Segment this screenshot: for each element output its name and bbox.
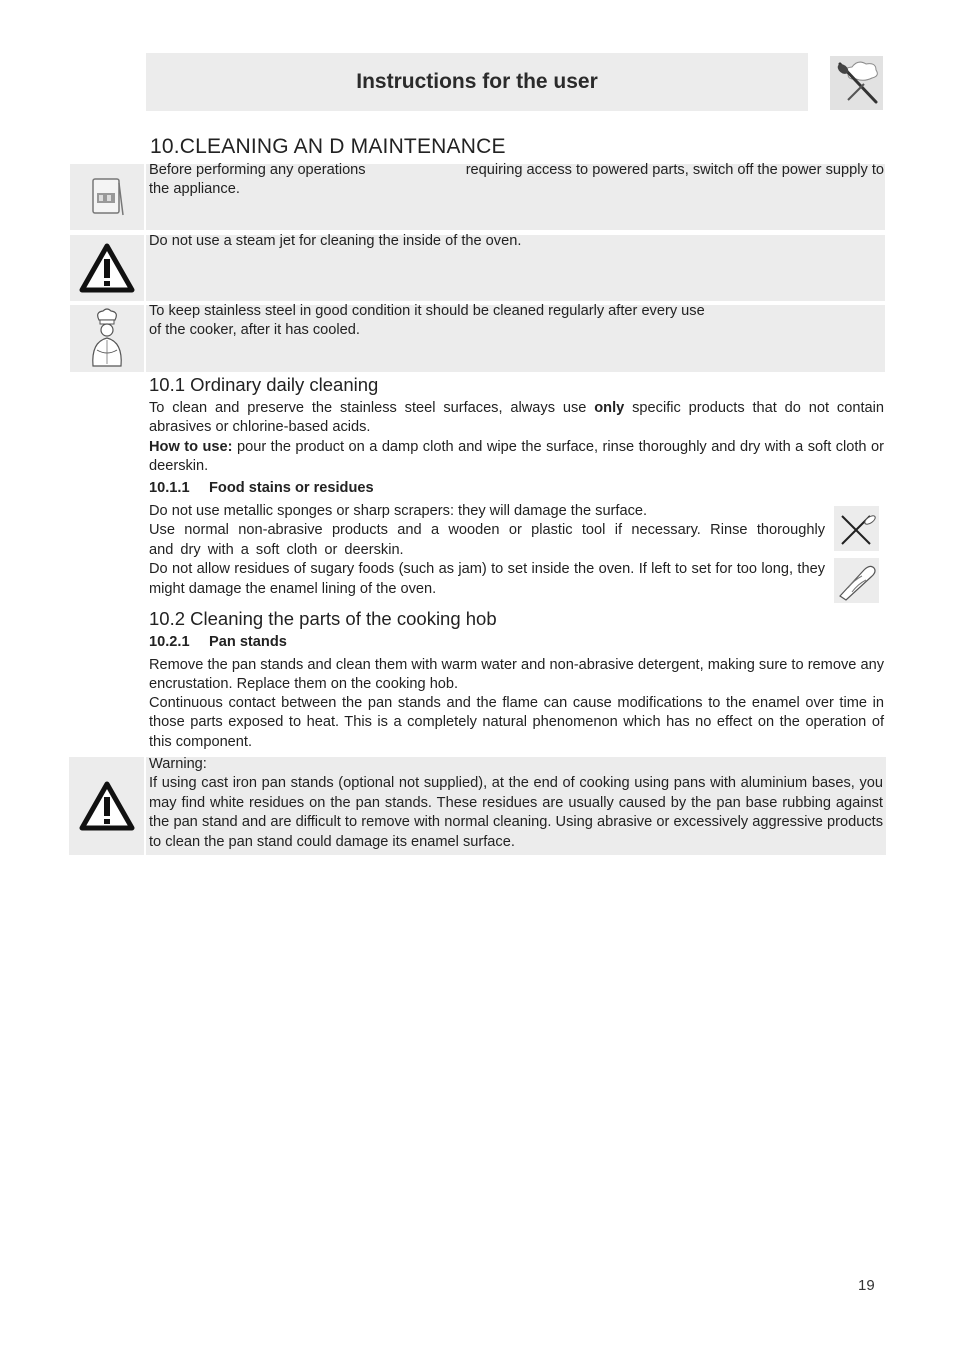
subsection-title: Pan stands [209,634,287,650]
subsection-number: 10.2.1 [149,634,190,650]
no-scraper-icon [834,506,879,551]
subsection-title: Food stains or residues [209,480,374,496]
page-number: 19 [858,1277,875,1294]
notice-steam-text: Do not use a steam jet for cleaning the inside of the oven. [149,233,522,249]
header-title: Instructions for the user [356,70,598,93]
page-header [146,53,808,111]
chapter-title: 10.CLEANING AN D MAINTENANCE [150,135,506,158]
warning-text: If using cast iron pan stands (optional not supplied), at the end of cooking using pans with aluminium bases, you may find white residues on the pan stands. These residues are usually caused by the pan base rubbing against the pan stand and are difficult to remove with normal cleaning. Using abrasive or excessively aggressive products to clean the pan stand could damage its enamel surface. [149,775,883,850]
subsection-10-2-1-heading [149,634,287,650]
para1-text-b: specific products that do not contain abrasives or chlorine-based acids. [149,400,884,436]
notice-power-text-a: Before performing any operations [149,162,366,178]
para2-bold: How to use: [149,439,233,455]
spoon-knife-icon [830,56,883,110]
section-10-1-para1 [149,399,884,438]
food-stains-line1: Do not use metallic sponges or sharp scrapers: they will damage the surface. [149,503,648,519]
warning-title: Warning: [149,756,207,772]
notice-stainless-line2: of the cooker, after it has cooled. [149,322,360,339]
para1-text-a: To clean and preserve the stainless steel surfaces, always use [149,400,587,416]
warning-icon [69,757,144,855]
notice-steam [146,235,885,301]
para1-bold: only [594,400,625,416]
subsection-10-1-1-body [149,502,825,599]
notice-power-text-b: requiring access to powered parts, switch off the power supply to [465,162,884,178]
power-plug-icon [70,164,144,230]
notice-stainless-line1: To keep stainless steel in good condition it should be cleaned regularly after every use [149,303,705,319]
subsection-number: 10.1.1 [149,480,190,496]
section-10-2-heading: 10.2 Cleaning the parts of the cooking hob [149,608,497,629]
food-stains-line2: Use normal non-abrasive products and a wooden or plastic tool if necessary. Rinse thoroughly and dry with a soft cloth or deerskin. [149,522,825,558]
food-stains-line3: Do not allow residues of sugary foods (such as jam) to set inside the oven. If left to set for too long, they might damage the enamel lining of the oven. [149,561,825,597]
section-10-1-para2 [149,438,884,477]
chef-icon [70,305,144,372]
notice-power-text-c: the appliance. [149,181,240,198]
para2-text: pour the product on a damp cloth and wipe the surface, rinse thoroughly and dry with a soft cloth or deerskin. [149,439,884,475]
notice-stainless [146,305,885,372]
warning-box [146,757,886,855]
section-10-1-heading: 10.1 Ordinary daily cleaning [149,374,379,395]
subsection-10-1-1-heading [149,480,374,496]
warning-icon [70,235,144,301]
wooden-tool-icon [834,558,879,603]
section-10-2-para1: Remove the pan stands and clean them with warm water and non-abrasive detergent, making sure to remove any encrustation. Replace them on the cooking hob. [149,657,884,693]
section-10-2-para2: Continuous contact between the pan stands and the flame can cause modifications to the enamel over time in those parts exposed to heat. This is a completely natural phenomenon which has no effect on the operation of this component. [149,695,884,750]
notice-power [146,164,885,230]
